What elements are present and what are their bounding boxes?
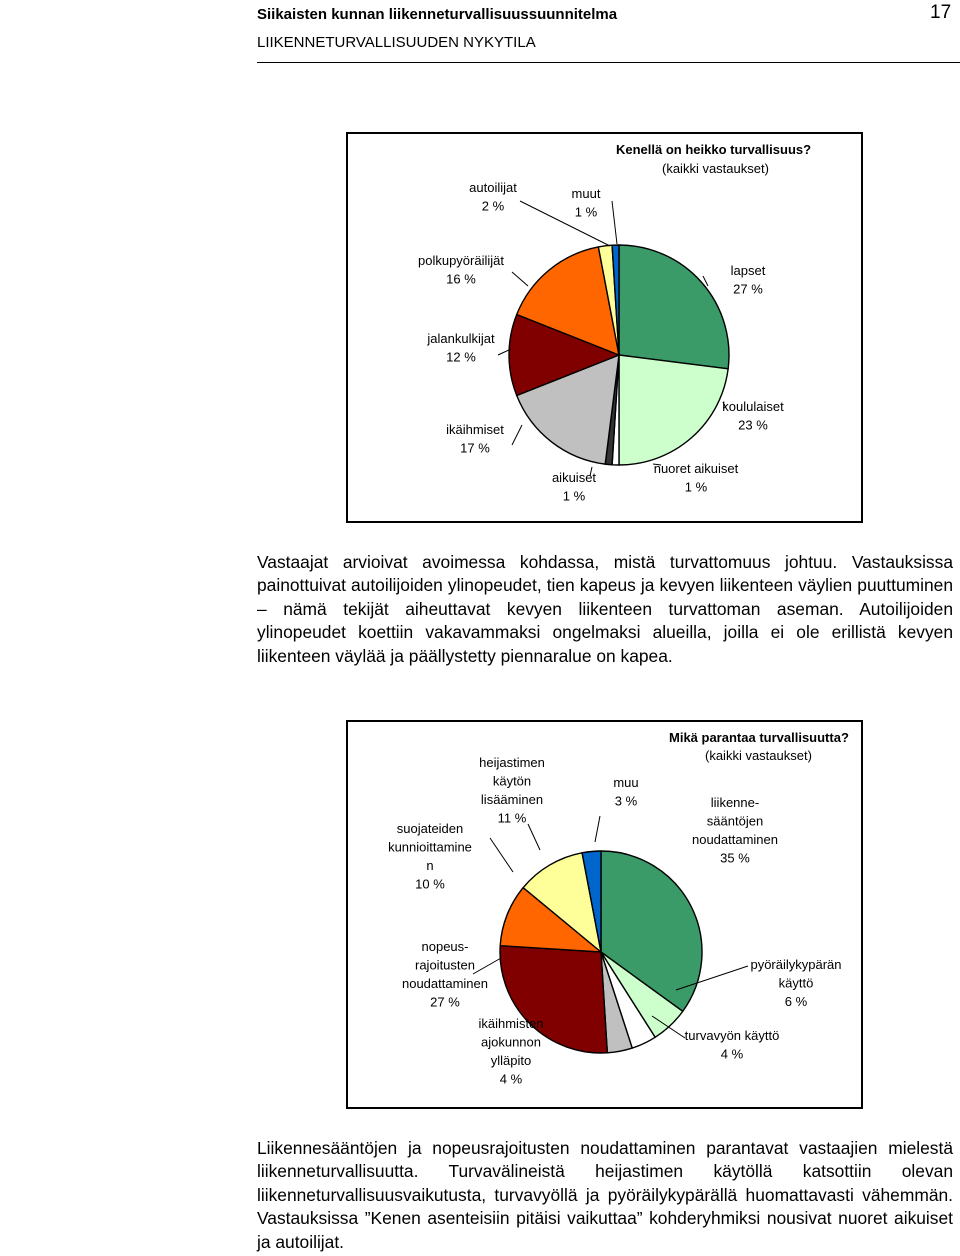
chart-title: Mikä parantaa turvallisuutta? [669,730,849,745]
header-divider [257,62,960,63]
slice-label-polkupyorailijat: polkupyöräilijät 16 % [418,253,504,287]
leader-line [512,272,528,286]
document-title: Siikaisten kunnan liikenneturvallisuussuunnitelma [257,6,618,23]
slice-label-koululaiset: koululaiset 23 % [722,399,784,433]
leader-line [473,958,501,974]
slice-label-ikaihmisten-ajokunnon-yllapito: ikäihmisten ajokunnon ylläpito 4 % [478,1016,544,1087]
slice-label-turvavyon-kaytto: turvavyön käyttö 4 % [684,1028,780,1062]
slice-label-aikuiset: aikuiset 1 % [551,470,597,504]
pie-chart-weak-safety [348,134,865,525]
slice-label-nopeus-rajoitusten-noudattaminen: nopeus-rajoitusten noudattaminen 27 % [401,939,489,1010]
chart-subtitle: (kaikki vastaukset) [705,748,812,763]
chart-title: Kenellä on heikko turvallisuus? [616,142,812,157]
slice-label-jalankulkijat: jalankulkijat 12 % [427,331,495,365]
pie-slice-koululaiset [619,355,728,465]
slice-label-muut: muut 1 % [571,186,601,220]
slice-label-lapset: lapset 27 % [730,263,766,297]
slice-label-ikaihmiset: ikäihmiset 17 % [446,422,504,456]
leader-line [490,838,513,872]
slice-label-liikenne-saantojen-noudattaminen: liikenne-sääntöjen noudattaminen 35 % [691,795,779,866]
slice-label-heijastimen-kayton-lisaaminen: heijastimen käytön lisääminen 11 % [479,755,545,826]
chart-subtitle: (kaikki vastaukset) [662,161,769,176]
slice-label-autoilijat: autoilijat 2 % [469,180,517,214]
body-paragraph: Vastaajat arvioivat avoimessa kohdassa, mistä turvattomuus johtuu. Vastauksissa painottuivat autoilijoiden ylinopeudet, tien kapeus ja kevyen liikenteen väylien puuttuminen – nämä tekijät aiheuttavat kevyen liikenteen turvattoman aseman. Autoilijoiden ylinopeudet koettiin vakavammaksi ongelmaksi alueilla, joilla ei ole erillistä kevyen liikenteen väylää ja päällystetty piennaralue on kapea. [257,552,953,666]
chart-improves-safety [346,720,863,1109]
slice-label-muu: muu 3 % [613,775,639,809]
leader-line [528,824,540,850]
section-title: LIIKENNETURVALLISUUDEN NYKYTILA [257,34,536,51]
slice-label-suojateiden-kunnioittaminen: suojateiden kunnioittamine n 10 % [388,821,472,892]
slice-label-nuoret-aikuiset: nuoret aikuiset 1 % [653,461,739,495]
leader-line [512,425,522,445]
chart-weak-safety [346,132,863,523]
leader-line [595,816,600,842]
page-number: 17 [930,2,952,23]
pie-slice-lapset [619,245,729,369]
slice-label-pyorailykyparan-kaytto: pyöräilykypärän käyttö 6 % [750,957,842,1009]
body-paragraph: Liikennesääntöjen ja nopeusrajoitusten noudattaminen parantavat vastaajien mielestä liikenneturvallisuutta. Turvavälineistä heijastimen käytöllä katsottiin olevan liikenneturvallisuusvaikutusta, turvavyöllä ja pyöräilykypärällä huomattavasti vähemmän. Vastauksissa ”Kenen asenteisiin pitäisi vaikuttaa” kohderyhmiksi nousivat nuoret aikuiset ja autoilijat. [257,1138,953,1252]
leader-line [612,201,617,244]
pie-chart-improves-safety [348,722,865,1111]
